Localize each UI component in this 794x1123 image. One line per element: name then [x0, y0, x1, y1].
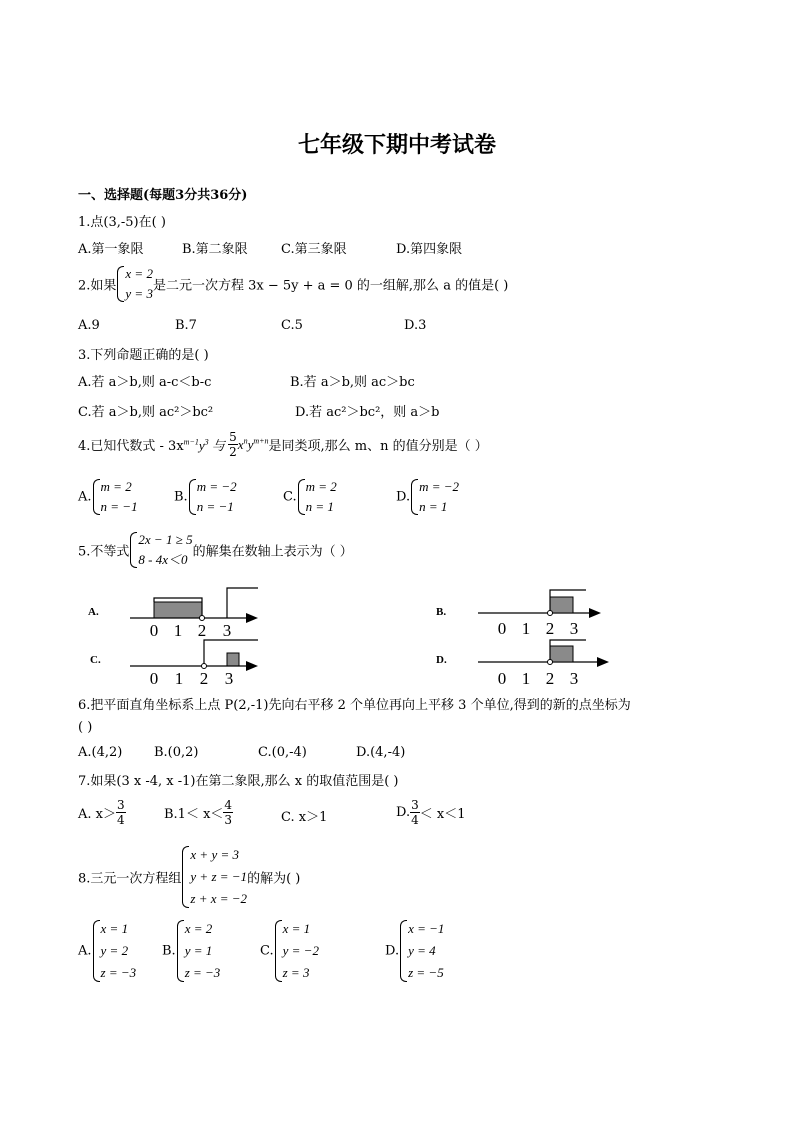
question-8: 8.三元一次方程组 x + y = 3 y + z = −1 z + x = −2 的解为( )	[78, 844, 300, 910]
q5-label-c: C.	[90, 654, 101, 666]
nl-b-point	[548, 611, 553, 616]
nl-a-tick-1: 1	[173, 621, 183, 640]
q4-suffix: 是同类项,那么 m、n 的值分别是（ ）	[268, 439, 488, 454]
nl-c-shade	[227, 653, 239, 666]
question-6-cont: ( )	[78, 720, 93, 735]
nl-b-tick-0: 0	[497, 619, 507, 638]
q3-option-b: B.若 a＞b,则 ac＞bc	[290, 375, 415, 390]
q1-option-b: B.第二象限	[182, 242, 248, 257]
nl-b-shade	[550, 597, 573, 613]
nl-d-shade	[550, 646, 573, 662]
nl-c-tick-0: 0	[149, 669, 159, 688]
q2-option-b: B.7	[175, 318, 197, 333]
q7-option-c: C. x＞1	[281, 810, 328, 825]
q6-option-c: C.(0,-4)	[258, 745, 307, 760]
q8-option-d: D. x = −1 y = 4 z = −5	[385, 918, 444, 984]
nl-d-tick-2: 2	[545, 669, 555, 688]
question-5: 5.不等式 2x − 1 ≥ 5 8 - 4x＜0 的解集在数轴上表示为（ ）	[78, 530, 353, 570]
nl-a-arrow	[246, 613, 258, 623]
nl-b-tick-1: 1	[521, 619, 531, 638]
nl-c-point	[202, 664, 207, 669]
nl-c-tick-2: 2	[199, 669, 209, 688]
q8-system: x + y = 3 y + z = −1 z + x = −2	[181, 844, 247, 910]
nl-a-right-bracket	[227, 588, 258, 618]
nl-a-shade	[154, 602, 202, 618]
q6-option-b: B.(0,2)	[154, 745, 199, 760]
question-3: 3.下列命题正确的是( )	[78, 348, 209, 363]
q2-eq-2: y = 3	[125, 286, 153, 301]
question-6: 6.把平面直角坐标系上点 P(2,-1)先向右平移 2 个单位再向上平移 3 个单位,得到的新的点坐标为	[78, 698, 631, 713]
q6-option-a: A.(4,2)	[78, 745, 123, 760]
nl-c-arrow	[246, 661, 258, 671]
question-4: 4.已知代数式 - $3x^{m-1}y^3$ 与 $\frac{5}{2}$ $x^ny^{m+n}$是同类项,那么 m、n 的值分别是（ ）	[78, 430, 488, 459]
q4-option-d: D. m = −2 n = 1	[396, 477, 459, 517]
q5-label-b: B.	[436, 606, 447, 618]
question-1: 1.点(3,-5)在( )	[78, 215, 166, 230]
nl-a-tick-3: 3	[222, 621, 232, 640]
question-7: 7.如果(3 x -4, x -1)在第二象限,那么 x 的取值范围是( )	[78, 774, 399, 789]
nl-d-arrow	[597, 657, 609, 667]
q3-option-d: D.若 ac²＞bc²，则 a＞b	[295, 405, 440, 420]
q2-option-a: A.9	[78, 318, 100, 333]
q1-option-c: C.第三象限	[281, 242, 347, 257]
q6-option-d: D.(4,-4)	[356, 745, 406, 760]
nl-c-tick-1: 1	[174, 669, 184, 688]
q3-option-c: C.若 a＞b,则 ac²＞bc²	[78, 405, 214, 420]
q5-label-a: A.	[88, 606, 99, 618]
q4-prefix: 4.已知代数式 - 3x	[78, 439, 184, 454]
page-title: 七年级下期中考试卷	[297, 132, 496, 158]
q2-option-c: C.5	[281, 318, 303, 333]
q7-option-b: B.1＜ x＜ $\frac{4}{3}$	[164, 798, 233, 827]
nl-d-tick-3: 3	[569, 669, 579, 688]
q8-option-a: A. x = 1 y = 2 z = −3	[78, 918, 136, 984]
nl-d-tick-0: 0	[497, 669, 507, 688]
nl-b-arrow	[589, 608, 601, 618]
q2-option-d: D.3	[404, 318, 427, 333]
nl-b-tick-3: 3	[569, 619, 579, 638]
nl-a-tick-2: 2	[197, 621, 207, 640]
question-2	[78, 264, 508, 304]
q4-fraction: $\frac{5}{2}$	[229, 430, 237, 459]
q2-system	[116, 264, 153, 304]
nl-a-point	[200, 616, 205, 621]
q1-option-a: A.第一象限	[78, 242, 144, 257]
q1-option-d: D.第四象限	[396, 242, 463, 257]
nl-d-point	[548, 660, 553, 665]
section-heading: 一、选择题(每题3分共36分)	[78, 188, 248, 203]
q2-prefix: 2.如果	[78, 278, 117, 294]
q3-option-a: A.若 a＞b,则 a-c＜b-c	[78, 375, 212, 390]
q4-option-c: C. m = 2 n = 1	[283, 477, 337, 517]
nl-b-tick-2: 2	[545, 619, 555, 638]
q8-option-b: B. x = 2 y = 1 z = −3	[162, 918, 220, 984]
nl-c-tick-3: 3	[224, 669, 234, 688]
q7-option-d: D. $\frac{3}{4}$ ＜ x＜1	[396, 798, 466, 827]
q2-eq-1: x = 2	[125, 266, 153, 281]
q7-option-a: A. x＞ $\frac{3}{4}$	[78, 798, 125, 827]
q4-option-b: B. m = −2 n = −1	[174, 477, 237, 517]
nl-a-tick-0: 0	[149, 621, 159, 640]
q4-option-a: A. m = 2 n = −1	[78, 477, 138, 517]
q2-suffix: 是二元一次方程 3x − 5y + a = 0 的一组解,那么 a 的值是( )	[152, 278, 509, 294]
number-line-options	[0, 580, 794, 690]
nl-d-tick-1: 1	[521, 669, 531, 688]
q5-label-d: D.	[436, 654, 447, 666]
q8-option-c: C. x = 1 y = −2 z = 3	[260, 918, 319, 984]
q5-system: 2x − 1 ≥ 5 8 - 4x＜0	[129, 530, 192, 570]
